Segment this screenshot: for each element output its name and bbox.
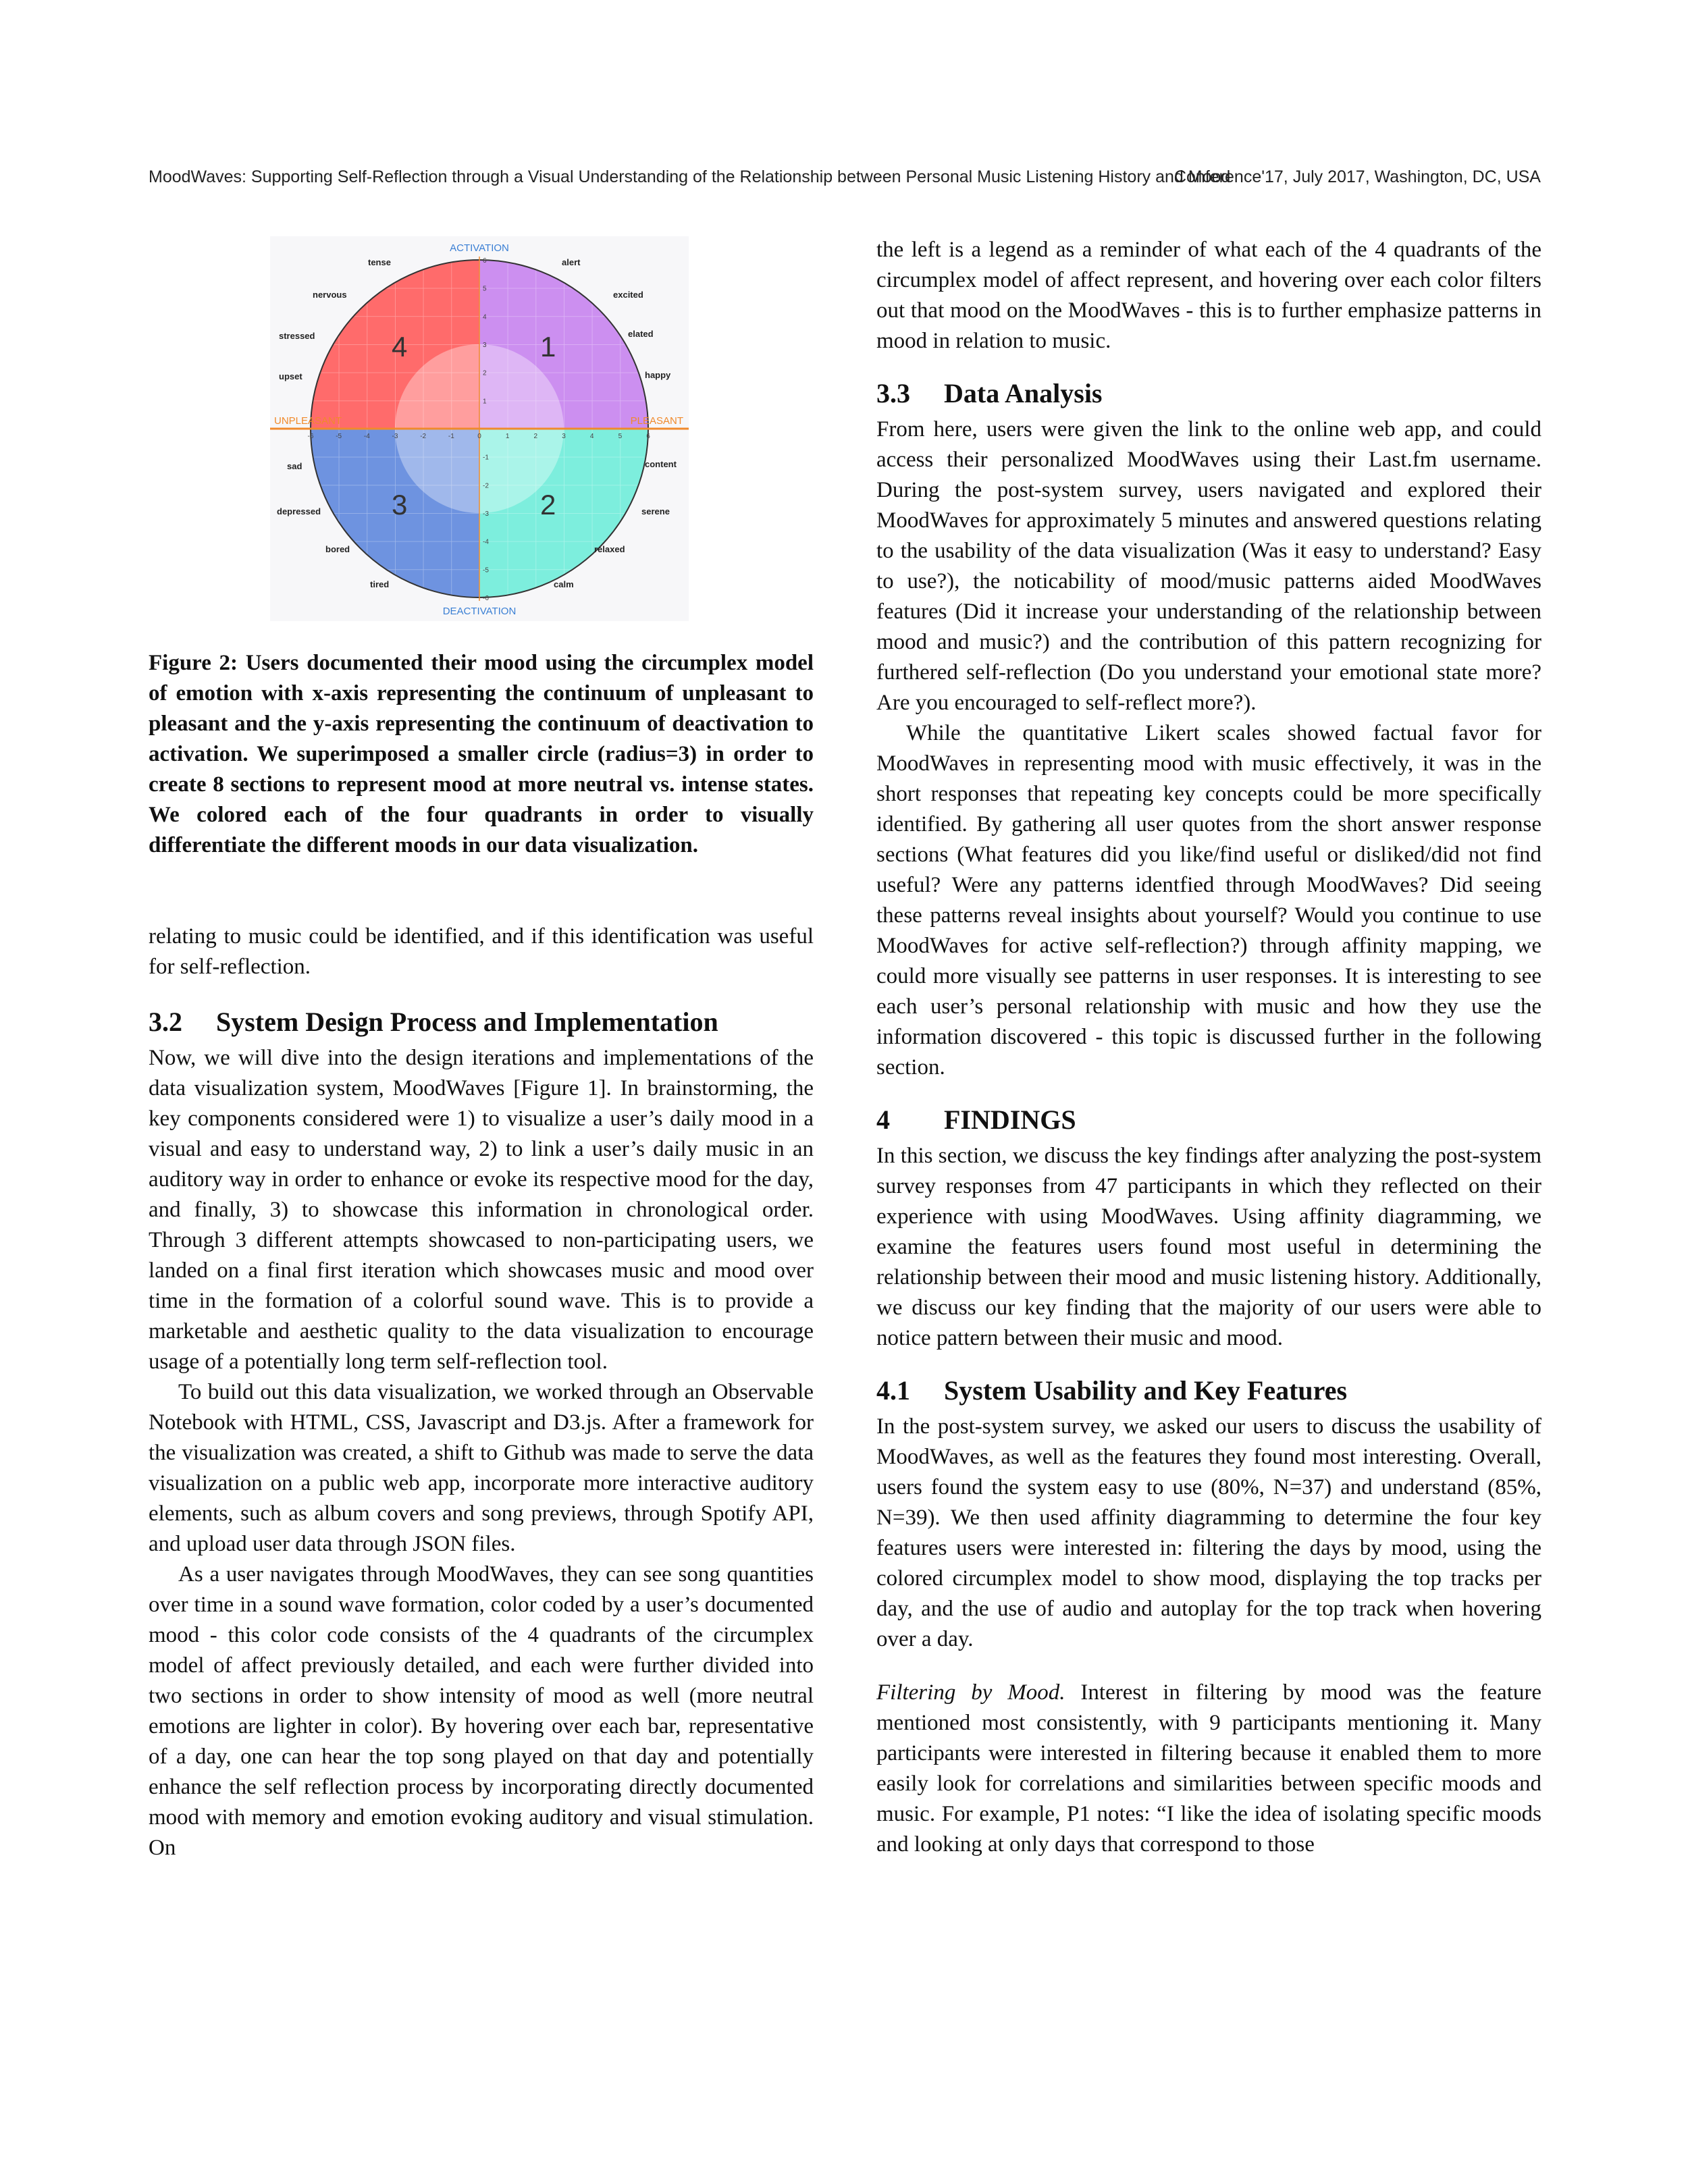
mood-label-elated: elated [628,329,654,339]
y-tick-label: 4 [483,313,487,321]
section-number: 4 [876,1104,890,1135]
axis-label-pleasant: PLEASANT [630,415,683,427]
mood-label-tense: tense [368,257,391,267]
x-tick-label: 4 [589,433,594,440]
paragraph: In the post-system survey, we asked our users to discuss the usability of MoodWaves, as well as the features they found most interesting. Overall, users found the system easy to use (80%, N=37) and understand (85%, N=39). We then used affinity diagramming to determine the four key features users were interested in: filtering the days by mood, using the colored circumplex model to show mood, displaying the top tracks per day, and the use of audio and autoplay for the top track when hovering over a day. [876,1414,1541,1651]
x-tick-label: 6 [646,433,650,440]
paragraph: To build out this data visualization, we worked through an Observable Notebook with HTML, CSS, Javascript and D3.js. After a framework for the visualization was created, a shift to Github was made to serve the data visualization on a public web app, incorporate more interactive auditory elements, such as album covers and song previews, through Spotify API, and upload user data through JSON files. [149,1380,814,1556]
y-tick-label: 6 [483,257,487,265]
section-title: FINDINGS [944,1104,1076,1135]
mood-label-alert: alert [562,257,581,267]
paragraph-filtering-by-mood [876,1678,1541,1860]
paragraph-body: Interest in filtering by mood was the feature mentioned most consistently, with 9 participants mentioning it. Many participants were interested in filtering because it enabled them to more easily look for correlations and similarities between specific moods and music. For example, P1 notes: “I like the idea of isolating specific moods and looking at only days that correspond to those [876,1680,1542,1857]
x-tick-label: -4 [363,433,370,440]
section-title: Data Analysis [944,378,1103,408]
header-title: MoodWaves: Supporting Self-Reflection through a Visual Understanding of the Relationship between Personal Music Listening History and Mood [149,167,1231,186]
mood-label-sad: sad [287,461,302,471]
mood-label-calm: calm [554,579,574,589]
y-tick-label: -5 [483,566,489,575]
x-tick-label: -1 [448,433,454,440]
x-tick-label: 1 [505,433,510,440]
x-tick-label: 2 [533,433,538,440]
y-tick-label: 2 [483,369,487,377]
mood-label-happy: happy [645,370,671,380]
section-3-2-heading [149,1005,814,1039]
mood-label-serene: serene [641,506,670,516]
right-column [876,235,1541,1860]
x-tick-label: -3 [392,433,398,440]
section-title: System Design Process and Implementation [216,1007,718,1037]
left-column [149,235,814,1863]
mood-label-upset: upset [279,371,302,381]
x-tick-label: -5 [336,433,342,440]
mood-label-stressed: stressed [279,331,315,341]
y-tick-label: 3 [483,341,487,349]
x-tick-label: 5 [618,433,623,440]
quadrant-2-number: 2 [540,489,556,521]
axis-label-deactivation: DEACTIVATION [442,606,517,617]
y-tick-label: -6 [483,595,489,603]
paragraph: From here, users were given the link to the online web app, and could access their personalized MoodWaves using their Last.fm username. During the post-system survey, users navigated and explored their MoodWaves for approximately 5 minutes and answered questions relating to the usability of the data visualization (Was it easy to understand? Easy to use?), the noticability of mood/music patterns aided MoodWaves features (Did it increase your understanding of the relationship between mood and music?) and the contribution of this pattern recognizing for furthered self-reflection (Do you understand your emotional state more? Are you encouraged to self-reflect more?). [876,417,1541,715]
paragraph: In this section, we discuss the key findings after analyzing the post-system survey responses from 47 participants in which they reflected on their experience with using MoodWaves. Using affinity diagramming, we examine the features users found most useful in determining the relationship between their mood and music listening history. Additionally, we discuss our key finding that the majority of our users were able to notice pattern between their music and mood. [876,1144,1541,1350]
section-title: System Usability and Key Features [944,1375,1348,1406]
y-tick-label: 1 [483,398,487,406]
mood-label-content: content [645,459,677,469]
section-4-heading [876,1103,1541,1137]
mood-label-nervous: nervous [313,290,347,300]
section-4-1-heading [876,1374,1541,1408]
paragraph: As a user navigates through MoodWaves, they can see song quantities over time in a sound wave formation, color coded by a user’s documented mood - this color code consists of the 4 quadrants of the circumplex model of affect previously detailed, and each were further divided into two sections in order to show intensity of mood as well (more neutral emotions are lighter in color). By hovering over each bar, representative of a day, one can hear the top song played on that day and potentially enhance the self reflection process by incorporating directly documented mood with memory and emotion evoking auditory and visual stimulation. On [149,1562,814,1860]
quadrant-4-number: 4 [392,331,408,363]
x-tick-label: -2 [420,433,427,440]
paragraph: While the quantitative Likert scales showed factual favor for MoodWaves in representing mood with music effectively, it was in the short responses that repeating key concepts could be more specifically identified. By gathering all user quotes from the short answer response sections (What features did you like/find useful or disliked/did not find useful? Were any patterns identfied through MoodWaves? Did seeing these patterns reveal insights about yourself? Would you continue to use MoodWaves for active self-reflection?) through affinity mapping, we could more visually see patterns in user responses. It is interesting to see each user’s personal relationship with music and how they use the information discovered - this topic is discussed further in the following section. [876,721,1541,1080]
y-tick-label: -4 [483,538,489,546]
mood-label-bored: bored [325,544,350,554]
paragraph-continuation-left: relating to music could be identified, and if this identification was useful for self-reflection. [149,924,814,979]
figure-2-caption: Figure 2: Users documented their mood using the circumplex model of emotion with x-axis representing the continuum of unpleasant to pleasant and the y-axis representing the continuum of deactivation to activation. We superimposed a smaller circle (radius=3) in order to create 8 sections to represent mood at more neutral vs. intense states. We colored each of the four quadrants in order to visually differentiate the different moods in our data visualization. [149,651,814,857]
y-tick-label: 5 [483,285,487,293]
y-tick-label: -3 [483,510,489,518]
mood-label-relaxed: relaxed [594,544,625,554]
quadrant-3-number: 3 [392,489,408,521]
mood-label-tired: tired [370,579,390,589]
x-tick-label: -6 [307,433,314,440]
y-tick-label: -1 [483,454,489,462]
section-number: 3.3 [876,378,910,408]
x-tick-label: 0 [477,433,481,440]
section-3-3-heading [876,377,1541,410]
mood-label-depressed: depressed [277,506,321,516]
x-tick-label: 3 [562,433,566,440]
axis-label-unpleasant: UNPLEASANT [274,415,342,427]
paragraph: Now, we will dive into the design iterations and implementations of the data visualization system, MoodWaves [Figure 1]. In brainstorming, the key components considered were 1) to visualize a user’s daily mood in a visual and easy to understand way, 2) to link a user’s daily music in an auditory way in order to enhance or evoke its respective mood for the day, and finally, 3) to showcase this information in chronological order. Through 3 different attempts showcased to non-participating users, we landed on a final first iteration which showcases music and mood over time in the formation of a colorful sound wave. This is to provide a marketable and aesthetic quality to the data visualization to encourage usage of a potentially long term self-reflection tool. [149,1046,814,1374]
header-venue: Conference'17, July 2017, Washington, DC, USA [1173,167,1541,186]
section-number: 4.1 [876,1375,910,1406]
y-tick-label: -2 [483,482,489,490]
quadrant-1-number: 1 [540,331,556,363]
paragraph-continuation-right: the left is a legend as a reminder of what each of the 4 quadrants of the circumplex model of affect represent, and hovering over each color filters out that mood on the MoodWaves - this is to further emphasize patterns in mood in relation to music. [876,238,1541,353]
axis-label-activation: ACTIVATION [450,242,509,254]
paragraph-heading: Filtering by Mood. [876,1680,1065,1705]
section-number: 3.2 [149,1007,182,1037]
mood-label-excited: excited [613,290,643,300]
